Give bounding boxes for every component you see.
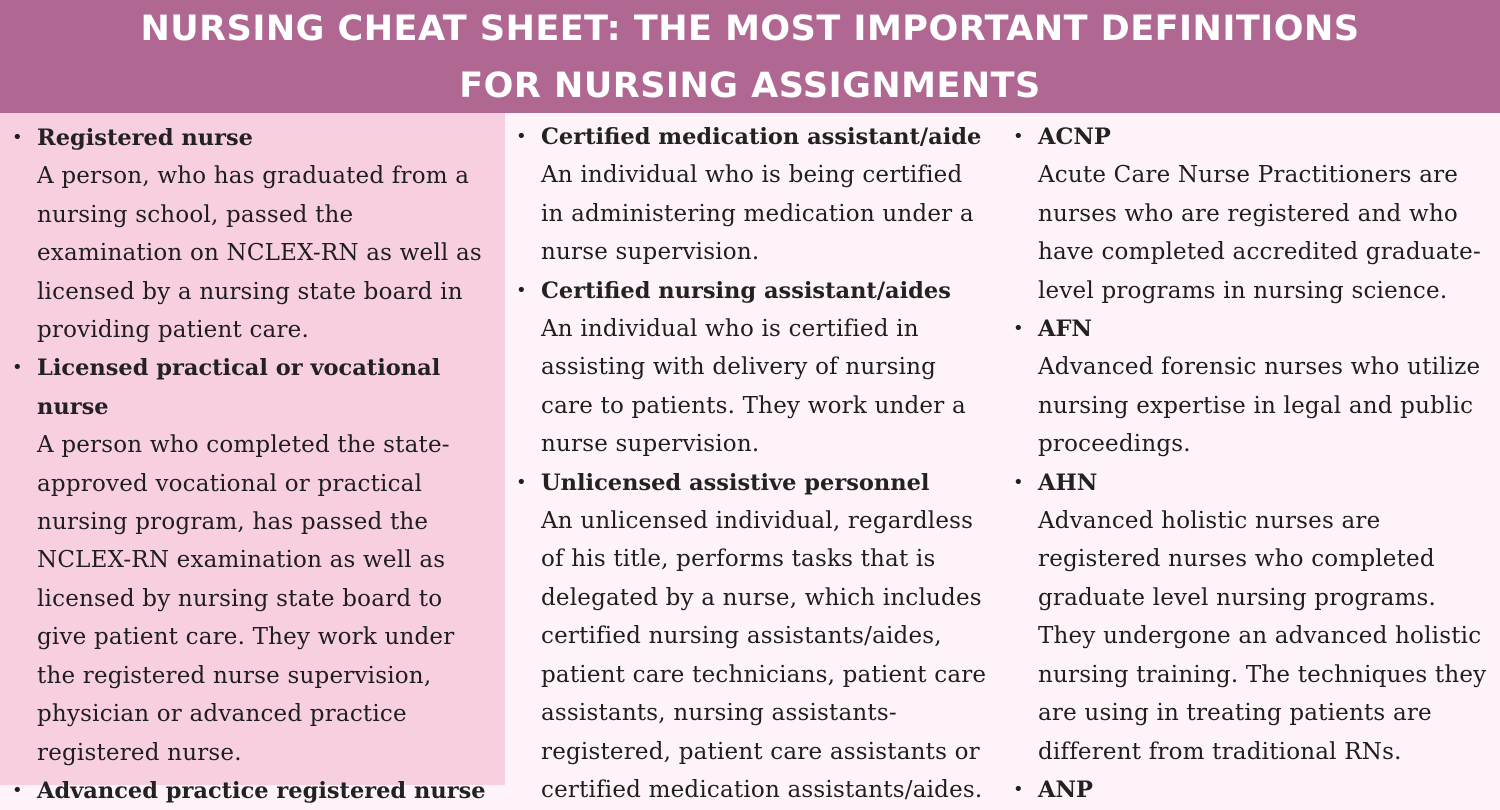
definition-item-certified-medication-assistant — [541, 118, 989, 272]
definitions-list — [505, 113, 1003, 809]
definition-item-ahn — [1038, 464, 1494, 771]
definitions-column-3 — [1003, 113, 1500, 803]
definition-item-licensed-practical-nurse — [37, 349, 487, 771]
definition-item-advanced-practice-nurse — [37, 772, 487, 810]
definition-item-unlicensed-assistive-personnel — [541, 464, 989, 810]
page-title-line-2: FOR NURSING ASSIGNMENTS — [459, 66, 1041, 106]
definition-item-certified-nursing-assistant — [541, 272, 989, 464]
definition-term: • Certified medication assistant/aide — [541, 124, 982, 150]
definition-term: • AHN — [1038, 469, 1098, 496]
definitions-column-1 — [0, 113, 505, 804]
definitions-column-2 — [505, 113, 1003, 803]
definition-item-afn — [1038, 310, 1494, 464]
definitions-list — [1003, 113, 1500, 809]
definition-item-registered-nurse — [37, 119, 487, 349]
definition-term: • ACNP — [1038, 124, 1111, 150]
definitions-list — [0, 113, 505, 810]
definition-term: • Unlicensed assistive personnel — [541, 469, 930, 496]
definition-item-anp — [1038, 771, 1494, 809]
definition-text: An individual who is certified in assisting with delivery of nursing care to patients. They work under a nurse supervision. — [541, 316, 966, 458]
definition-text: A person, who has graduated from a nursing school, passed the examination on NCLEX-RN as well as licensed by a nursing state board in providing patient care. — [37, 163, 482, 344]
definition-term: • Registered nurse — [37, 125, 253, 151]
page-title-line-1: NURSING CHEAT SHEET: THE MOST IMPORTANT DEFINITIONS — [140, 9, 1360, 49]
definition-term: • Licensed practical or vocational nurse — [37, 355, 441, 420]
definition-term: • AFN — [1038, 316, 1092, 343]
definition-text: An individual who is being certified in administering medication under a nurse supervision. — [541, 162, 974, 266]
definition-text: Acute Care Nurse Practitioners are nurses who are registered and who have completed accredited graduate-level programs in nursing science. — [1038, 162, 1481, 304]
definition-item-acnp — [1038, 118, 1494, 310]
definition-term: • Certified nursing assistant/aides — [541, 277, 951, 304]
definition-text: Advanced forensic nurses who utilize nursing expertise in legal and public proceedings. — [1038, 354, 1481, 458]
definition-term: • ANP — [1038, 776, 1093, 803]
definition-text: Advanced holistic nurses are registered nurses who completed graduate level nursing programs. They undergone an advanced holistic nursing training. The techniques they are using in treating patients are different from traditional RNs. — [1038, 508, 1487, 765]
definition-text: A person who completed the state-approved vocational or practical nursing program, has passed the NCLEX-RN examination as well as licensed by nursing state board to give patient care. They work under the registered nurse supervision, physician or advanced practice registered nurse. — [37, 432, 455, 766]
definition-text: An unlicensed individual, regardless of his title, performs tasks that is delegated by a nurse, which includes certified nursing assistants/aides, patient care technicians, patient care assistants, nursing assistants-registered, patient care assistants or certified medication assistants/aides. — [541, 508, 987, 803]
definition-term: • Advanced practice registered nurse — [37, 777, 486, 804]
page-header — [0, 0, 1500, 113]
